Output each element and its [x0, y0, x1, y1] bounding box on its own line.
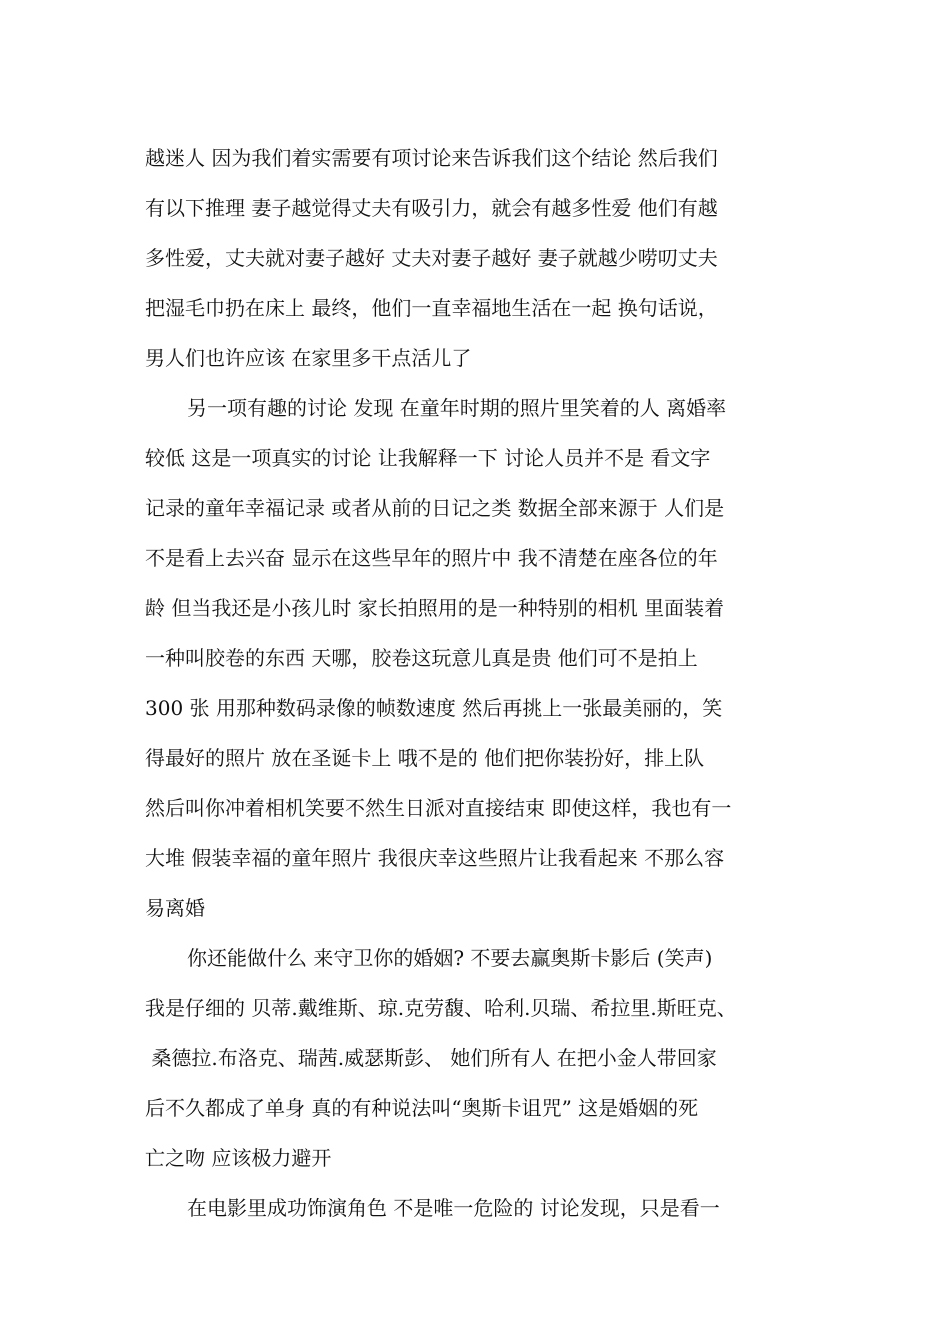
- text-line: 不是看上去兴奋 显示在这些早年的照片中 我不清楚在座各位的年: [145, 546, 718, 570]
- text-line: 龄 但当我还是小孩儿时 家长拍照用的是一种特别的相机 里面装着: [145, 596, 725, 620]
- text-line: 多性爱，丈夫就对妻子越好 丈夫对妻子越好 妻子就越少唠叨丈夫: [145, 246, 718, 270]
- text-line: 300 张 用那种数码录像的帧数速度 然后再挑上一张最美丽的，笑: [145, 696, 723, 720]
- text-line: 大堆 假装幸福的童年照片 我很庆幸这些照片让我看起来 不那么容: [145, 846, 725, 870]
- text-line: 一种叫胶卷的东西 天哪，胶卷这玩意儿真是贵 他们可不是拍上: [145, 646, 698, 670]
- text-line: 较低 这是一项真实的讨论 让我解释一下 讨论人员并不是 看文字: [145, 446, 711, 470]
- paragraph-first-line: 你还能做什么 来守卫你的婚姻? 不要去赢奥斯卡影后 (笑声): [187, 946, 713, 970]
- text-line: 把湿毛巾扔在床上 最终，他们一直幸福地生活在一起 换句话说，: [145, 296, 718, 320]
- text-line: 男人们也许应该 在家里多干点活儿了: [145, 346, 472, 370]
- text-line: 有以下推理 妻子越觉得丈夫有吸引力，就会有越多性爱 他们有越: [145, 196, 718, 220]
- document-body: [145, 133, 845, 1233]
- text-line: 易离婚: [145, 896, 205, 920]
- paragraph-first-line: 在电影里成功饰演角色 不是唯一危险的 讨论发现，只是看一: [187, 1196, 720, 1220]
- paragraph-first-line: 另一项有趣的讨论 发现 在童年时期的照片里笑着的人 离婚率: [187, 396, 727, 420]
- text-line: 桑德拉.布洛克、瑞茜.威瑟斯彭、 她们所有人 在把小金人带回家: [145, 1046, 717, 1070]
- text-line: 我是仔细的 贝蒂.戴维斯、琼.克劳馥、哈利.贝瑞、希拉里.斯旺克、: [145, 996, 737, 1020]
- text-line: 越迷人 因为我们着实需要有项讨论来告诉我们这个结论 然后我们: [145, 146, 718, 170]
- text-line: 记录的童年幸福记录 或者从前的日记之类 数据全部来源于 人们是: [145, 496, 725, 520]
- text-line: 亡之吻 应该极力避开: [145, 1146, 332, 1170]
- text-line: 然后叫你冲着相机笑要不然生日派对直接结束 即使这样，我也有一: [145, 796, 732, 820]
- text-line: 得最好的照片 放在圣诞卡上 哦不是的 他们把你装扮好，排上队: [145, 746, 705, 770]
- text-line: 后不久都成了单身 真的有种说法叫“奥斯卡诅咒” 这是婚姻的死: [145, 1096, 699, 1120]
